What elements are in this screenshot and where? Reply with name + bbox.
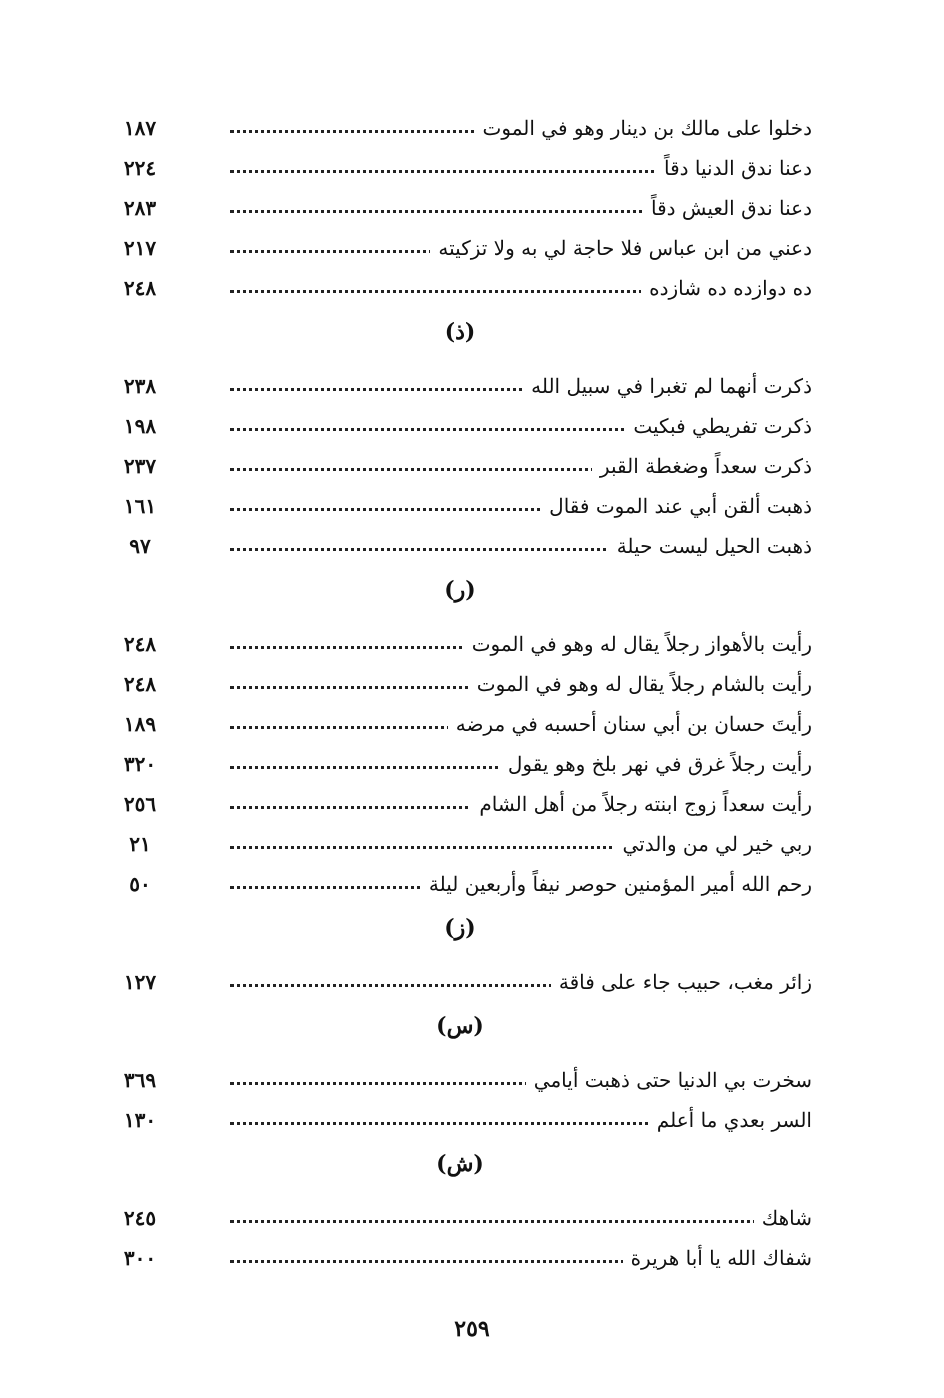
entry-page-number: ٢٤٨ — [123, 276, 157, 300]
index-list — [100, 108, 820, 1278]
entry-page-number: ٢٤٨ — [123, 632, 157, 656]
entry-page-number: ٢٢٤ — [123, 156, 157, 180]
entry-page-number: ١٣٠ — [123, 1108, 157, 1132]
index-entry — [100, 268, 820, 308]
entry-text: رأيتَ حسان بن أبي سنان أحسبه في مرضه — [448, 710, 812, 738]
index-entry — [100, 824, 820, 864]
index-entry — [100, 446, 820, 486]
entry-text: رأيت سعداً زوج ابنته رجلاً من أهل الشام — [471, 790, 812, 818]
index-entry — [100, 1060, 820, 1100]
entry-text: دخلوا على مالك بن دينار وهو في الموت — [475, 114, 812, 142]
index-entry — [100, 704, 820, 744]
entry-page-number: ٢٣٨ — [123, 374, 157, 398]
entry-page-number: ٣٢٠ — [123, 752, 157, 776]
entry-page-number: ١٦١ — [123, 494, 157, 518]
entry-text: ربي خير لي من والدتي — [614, 830, 812, 858]
index-entry — [100, 664, 820, 704]
entry-text: دعنا ندق الدنيا دقاً — [656, 154, 812, 182]
index-entry — [100, 1198, 820, 1238]
section-heading: (ر) — [444, 577, 476, 603]
entry-text: رأيت بالأهواز رجلاً يقال له وهو في الموت — [464, 630, 812, 658]
index-entry — [100, 864, 820, 904]
entry-page-number: ٣٦٩ — [123, 1068, 157, 1092]
index-entry — [100, 366, 820, 406]
index-entry — [100, 1100, 820, 1140]
entry-page-number: ٢٨٣ — [123, 196, 157, 220]
index-entry — [100, 526, 820, 566]
entry-page-number: ٢١ — [129, 832, 151, 856]
entry-text: ذكرت سعداً وضغطة القبر — [592, 452, 812, 480]
entry-page-number: ١٨٩ — [123, 712, 157, 736]
entry-page-number: ٣٠٠ — [123, 1246, 157, 1270]
entry-text: ذكرت أنهما لم تغبرا في سبيل الله — [523, 372, 812, 400]
index-entry — [100, 486, 820, 526]
section-heading: (س) — [436, 1013, 484, 1039]
entry-page-number: ٢٤٨ — [123, 672, 157, 696]
entry-text: ذكرت تفريطي فبكيت — [625, 412, 812, 440]
index-entry — [100, 624, 820, 664]
entry-page-number: ٢٤٥ — [123, 1206, 157, 1230]
entry-text: ذهبت ألقن أبي عند الموت فقال — [541, 492, 812, 520]
entry-page-number: ١٢٧ — [123, 970, 157, 994]
entry-page-number: ٢٥٦ — [123, 792, 157, 816]
entry-page-number: ١٩٨ — [123, 414, 157, 438]
entry-text: دعني من ابن عباس فلا حاجة لي به ولا تزكيته — [430, 234, 812, 262]
section-heading: (ز) — [444, 915, 476, 941]
entry-page-number: ١٨٧ — [123, 116, 157, 140]
index-entry — [100, 148, 820, 188]
entry-text: شاهك — [754, 1204, 812, 1232]
index-entry — [100, 784, 820, 824]
entry-page-number: ٢١٧ — [123, 236, 157, 260]
entry-text: ذهبت الحيل ليست حيلة — [609, 532, 812, 560]
index-entry — [100, 108, 820, 148]
entry-text: سخرت بي الدنيا حتى ذهبت أيامي — [526, 1066, 812, 1094]
index-entry — [100, 228, 820, 268]
index-entry — [100, 188, 820, 228]
index-entry — [100, 962, 820, 1002]
entry-text: السر بعدي ما أعلم — [649, 1106, 812, 1134]
entry-page-number: ٢٣٧ — [123, 454, 157, 478]
dot-leader — [230, 1220, 812, 1223]
entry-text: رحم الله أمير المؤمنين حوصر نيفاً وأربعين ليلة — [421, 870, 812, 898]
index-entry — [100, 744, 820, 784]
entry-text: ده دوازده ده شازده — [641, 274, 812, 302]
entry-page-number: ٥٠ — [129, 872, 151, 896]
entry-text: رأيت بالشام رجلاً يقال له وهو في الموت — [469, 670, 812, 698]
page-number: ٢٥٩ — [454, 1316, 490, 1342]
entry-text: شفاك الله يا أبا هريرة — [623, 1244, 812, 1272]
index-entry — [100, 406, 820, 446]
section-heading: (ش) — [436, 1151, 484, 1177]
entry-page-number: ٩٧ — [129, 534, 151, 558]
index-entry — [100, 1238, 820, 1278]
entry-text: زائر مغب، حبيب جاء على فاقة — [551, 968, 812, 996]
section-heading: (ذ) — [444, 319, 476, 345]
entry-text: دعنا ندق العيش دقاً — [643, 194, 812, 222]
entry-text: رأيت رجلاً غرق في نهر بلخ وهو يقول — [500, 750, 812, 778]
